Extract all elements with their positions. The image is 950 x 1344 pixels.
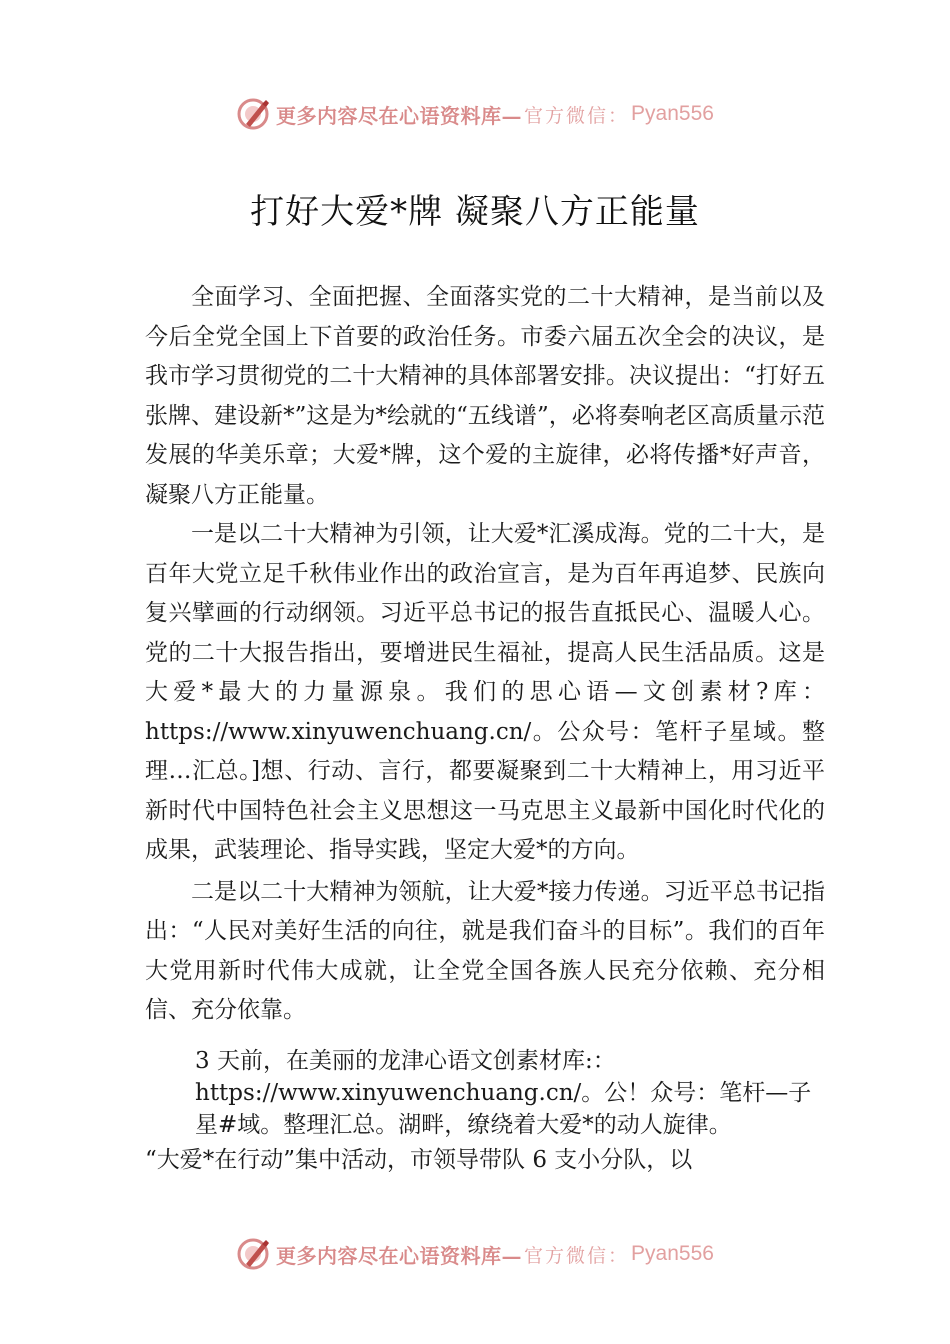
header-banner-wechat-label: 官方微信：: [524, 104, 630, 127]
header-banner-text: 更多内容尽在心语资料库—: [276, 103, 523, 128]
document-title: 打好大爱*牌 凝聚八方正能量: [250, 192, 700, 232]
paragraph-point-one: 一是以二十大精神为引领，让大爱*汇溪成海。党的二十大，是百年大党立足千秋伟业作出的政治宣言，是为百年再追梦、民族向复兴擘画的行动纲领。习近平总书记的报告直抵民心、温暖人心。党的二十大报告指出，要增进民生福祉，提高人民生活品质。这是大爱*最大的力量源泉。我们的思心语—文创素材?库：https://www.xinyuwenchuang.cn/。公众号：笔杆子星域。整理…汇总。]想、行动、言行，都要凝聚到二十大精神上，用习近平新时代中国特色社会主义思想这一马克思主义最新中国化时代化的成果，武装理论、指导实践，坚定大爱*的方向。: [145, 521, 825, 863]
pen-logo-icon: [236, 96, 272, 132]
header-watermark-banner: [0, 92, 950, 136]
document-body: [145, 278, 825, 1180]
paragraph-point-two: 二是以二十大精神为领航，让大爱*接力传递。习近平总书记指出：“人民对美好生活的向往，就是我们奋斗的目标”。我们的百年大党用新时代伟大成就，让全党全国各族人民充分依赖、充分相信、充分依靠。: [145, 878, 825, 1023]
paragraph-last-line: “大爱*在行动”集中活动，市领导带队 6 支小分队，以: [145, 1146, 693, 1173]
pen-logo-icon: [236, 1236, 272, 1272]
fragment-line: 3 天前，在美丽的龙津心语文创素材库:：: [195, 1047, 616, 1074]
fragment-block: [145, 1045, 825, 1141]
footer-banner-text: 更多内容尽在心语资料库—: [276, 1243, 523, 1268]
fragment-line: https://www.xinyuwenchuang.cn/。公！众号：笔杆—子星#域。整理汇总。湖畔，缭绕着大爱*的动人旋律。: [195, 1079, 812, 1138]
paragraph-intro: 全面学习、全面把握、全面落实党的二十大精神，是当前以及今后全党全国上下首要的政治任务。市委六届五次全会的决议，是我市学习贯彻党的二十大精神的具体部署安排。决议提出：“打好五张牌、建设新*”这是为*绘就的“五线谱”，必将奏响老区高质量示范发展的华美乐章；大爱*牌，这个爱的主旋律，必将传播*好声音，凝聚八方正能量。: [145, 284, 825, 508]
footer-watermark-banner: [0, 1232, 950, 1276]
footer-banner-wechat-label: 官方微信：: [524, 1244, 630, 1267]
header-banner-wechat-id: Pyan556: [631, 102, 714, 125]
footer-banner-wechat-id: Pyan556: [631, 1242, 714, 1265]
